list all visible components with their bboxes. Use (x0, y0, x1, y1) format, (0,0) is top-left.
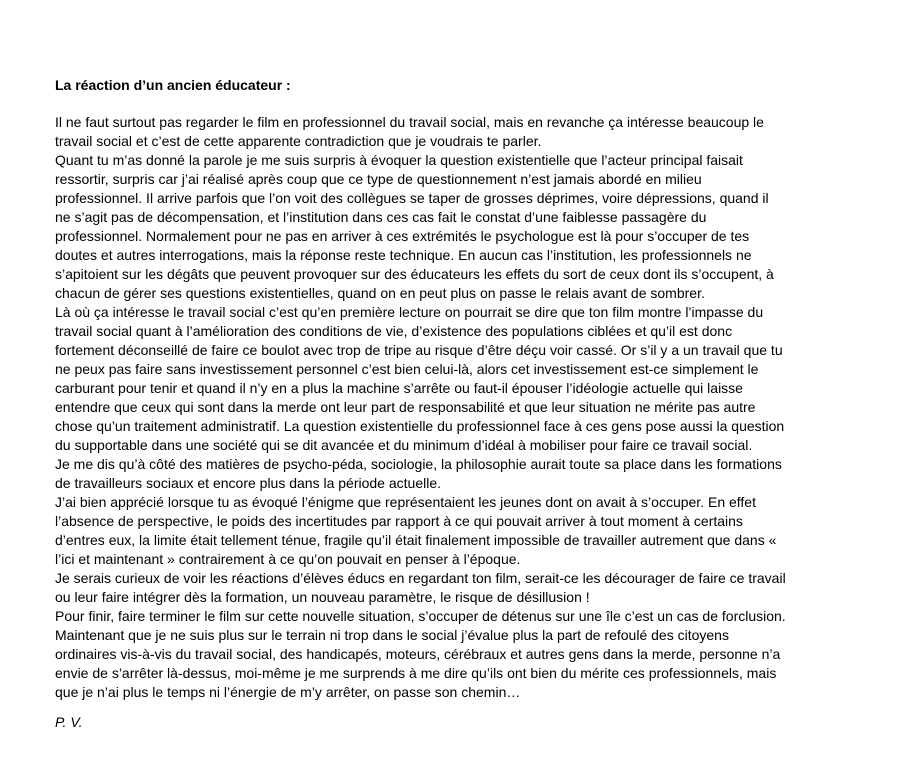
text-line: carburant pour tenir et quand il n’y en a plus la machine s’arrête ou faut-il épouser l’idéologie actuelle qui laisse (55, 380, 743, 396)
document-body (55, 113, 877, 702)
text-line: Il ne faut surtout pas regarder le film en professionnel du travail social, mais en revanche ça intéresse beaucoup le (55, 114, 764, 130)
text-line: Là où ça intéresse le travail social c’est qu’en première lecture on pourrait se dire que ton film montre l’impasse du (55, 304, 764, 320)
text-line: l’absence de perspective, le poids des incertitudes par rapport à ce qui pouvait arriver à tout moment à certains (55, 513, 743, 529)
text-line: ordinaires vis-à-vis du travail social, des handicapés, moteurs, cérébraux et autres gens dans la merde, personne n’a (55, 646, 781, 662)
text-line: que je n’ai plus le temps ni l’énergie de m’y arrêter, on passe son chemin… (55, 684, 521, 700)
text-line: Je me dis qu’à côté des matières de psycho-péda, sociologie, la philosophie aurait toute sa place dans les formations (55, 456, 782, 472)
document-title: La réaction d’un ancien éducateur : (55, 77, 291, 93)
text-line: professionnel. Il arrive parfois que l’on voit des collègues se taper de grosses déprimes, voire dépressions, quand il (55, 190, 769, 206)
text-line: d’entres eux, la limite était tellement ténue, fragile qu’il était finalement impossible de travailler autrement que dans « (55, 532, 777, 548)
text-line: J’ai bien apprécié lorsque tu as évoqué l’énigme que représentaient les jeunes dont on avait à s’occuper. En effet (55, 494, 756, 510)
text-line: ne s’agit pas de décompensation, et l’institution dans ces cas fait le constat d’une faiblesse passagère du (55, 209, 707, 225)
text-line: l’ici et maintenant » contrairement à ce qu’on pouvait en penser à l’époque. (55, 551, 521, 567)
text-line: Pour finir, faire terminer le film sur cette nouvelle situation, s’occuper de détenus sur une île c’est un cas de forclusion. (55, 608, 786, 624)
text-line: ou leur faire intégrer dès la formation, un nouveau paramètre, le risque de désillusion ! (55, 589, 590, 605)
text-line: de travailleurs sociaux et encore plus dans la période actuelle. (55, 475, 442, 491)
text-line: chacun de gérer ses questions existentielles, quand on en peut plus on passe le relais avant de sombrer. (55, 285, 705, 301)
text-line: Quant tu m’as donné la parole je me suis surpris à évoquer la question existentielle que l’acteur principal faisait (55, 152, 743, 168)
text-line: s’apitoient sur les dégâts que peuvent provoquer sur des éducateurs les effets du sort de ceux dont ils s’occupent, à (55, 266, 774, 282)
text-line: fortement déconseillé de faire ce boulot avec trop de tripe au risque d’être déçu voir cassé. Or s’il y a un travail que tu (55, 342, 783, 358)
text-line: professionnel. Normalement pour ne pas en arriver à ces extrémités le psychologue est là pour s’occuper de tes (55, 228, 750, 244)
text-line: Maintenant que je ne suis plus sur le terrain ni trop dans le social j’évalue plus la part de refoulé des citoyens (55, 627, 729, 643)
text-line: Je serais curieux de voir les réactions d’élèves éducs en regardant ton film, serait-ce les décourager de faire ce travail (55, 570, 786, 586)
text-line: chose qu’un traitement administratif. La question existentielle du professionnel face à ces gens pose aussi la question (55, 418, 785, 434)
document-page (55, 78, 877, 732)
text-line: doutes et autres interrogations, mais la réponse reste technique. En aucun cas l’institution, les professionnels ne (55, 247, 752, 263)
text-line: ressortir, surpris car j’ai réalisé après coup que ce type de questionnement n’est jamais abordé en milieu (55, 171, 702, 187)
text-line: du supportable dans une société qui se dit avancée et du minimum d’idéal à mobiliser pour faire ce travail social. (55, 437, 753, 453)
text-line: envie de s’arrêter là-dessus, moi-même je me surprends à me dire qu’ils ont bien du mérite ces professionnels, mais (55, 665, 777, 681)
text-line: travail social et c’est de cette apparente contradiction que je voudrais te parler. (55, 133, 542, 149)
document-signature: P. V. (55, 714, 83, 730)
text-line: ne peux pas faire sans investissement personnel c’est bien celui-là, alors cet investissement est-ce simplement le (55, 361, 759, 377)
text-line: travail social quant à l’amélioration des conditions de vie, d’existence des populations ciblées et qu’il est donc (55, 323, 733, 339)
text-line: entendre que ceux qui sont dans la merde ont leur part de responsabilité et que leur situation ne mérite pas autre (55, 399, 756, 415)
